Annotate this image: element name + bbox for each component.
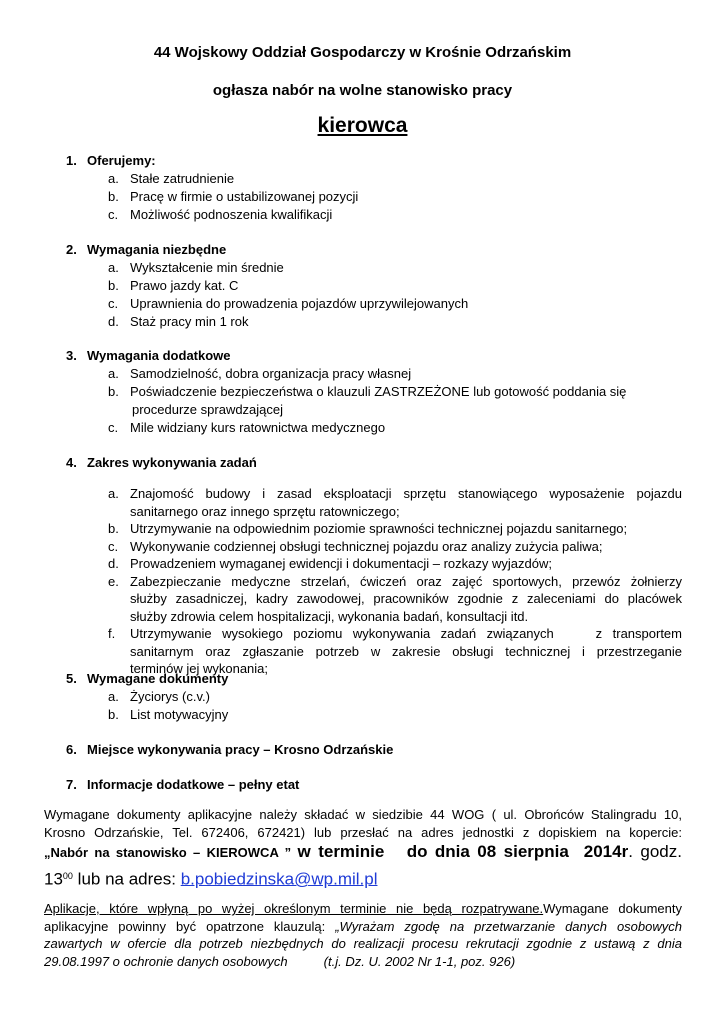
text-span: Wymagane dokumenty xyxy=(543,901,682,916)
section-documents-heading: 5. Wymagane dokumenty xyxy=(66,671,229,686)
list-item: d. Prowadzeniem wymaganej ewidencji i dokumentacji – rozkazy wyjazdów; xyxy=(108,556,552,571)
text-span: aplikacyjne powinny być opatrzone klauzulą: xyxy=(44,918,336,934)
section-requirements-heading: 2. Wymagania niezbędne xyxy=(66,242,227,257)
list-item: a. Stałe zatrudnienie xyxy=(108,171,235,186)
section-offer-heading: 1. Oferujemy: xyxy=(66,153,156,168)
list-item: c. Mile widziany kurs ratownictwa medycznego xyxy=(108,420,386,435)
list-item: f. Utrzymywanie wysokiego poziomu wykonywania zadań związanych z transportem xyxy=(108,626,682,641)
page-subtitle: ogłasza nabór na wolne stanowisko pracy xyxy=(212,82,513,99)
list-item: a. Wykształcenie min średnie xyxy=(108,260,284,275)
text-line xyxy=(44,918,682,936)
section-workplace-heading: 6. Miejsce wykonywania pracy – Krosno Odrzańskie xyxy=(66,742,394,757)
email-link[interactable]: b.pobiedzinska@wp.mil.pl xyxy=(180,869,378,889)
text-line: Wymagane dokumenty aplikacyjne należy składać w siedzibie 44 WOG ( ul. Obrońców Stalingradu 10, xyxy=(44,807,682,822)
section-duties-heading: 4. Zakres wykonywania zadań xyxy=(66,455,257,470)
email-line xyxy=(44,864,682,892)
application-paragraph xyxy=(44,806,682,892)
list-item: a. Znajomość budowy i zasad eksploatacji sprzętu stanowiącego wyposażenie pojazdu xyxy=(108,486,682,501)
list-item-continuation: sanitarnym oraz zgłaszanie potrzeb w zakresie obsługi technicznej i przestrzeganie xyxy=(130,643,682,659)
list-item-continuation: procedurze sprawdzającej xyxy=(132,402,284,417)
list-item: a. Samodzielność, dobra organizacja pracy własnej xyxy=(108,366,412,381)
list-item: c. Możliwość podnoszenia kwalifikacji xyxy=(108,207,333,222)
consent-clause-line: 29.08.1997 o ochronie danych osobowych (t.j. Dz. U. 2002 Nr 1-1, poz. 926) xyxy=(44,953,516,969)
list-item: e. Zabezpieczanie medyczne strzelań, ćwiczeń oraz zajęć sportowych, przewóz żołnierzy xyxy=(108,573,682,589)
list-item: b. Utrzymywanie na odpowiednim poziomie sprawności technicznej pojazdu sanitarnego; xyxy=(108,521,628,536)
list-item: b. Poświadczenie bezpieczeństwa o klauzuli ZASTRZEŻONE lub gotowość poddania się xyxy=(108,384,627,399)
hour-label: . godz. xyxy=(628,842,682,861)
section-additional-requirements-heading: 3. Wymagania dodatkowe xyxy=(66,348,231,363)
list-item: b. List motywacyjny xyxy=(108,707,229,722)
consent-clause-line: zawartych w ofercie dla potrzeb niezbędnych do realizacji procesu rekrutacji zgodnie z ustawą z dnia xyxy=(44,936,682,951)
text-line xyxy=(44,900,682,918)
envelope-note: „Nabór na stanowisko – KIEROWCA ” xyxy=(44,845,292,860)
hour-minutes: 00 xyxy=(62,871,73,881)
text-line: Krosno Odrzańskie, Tel. 672406, 672421) lub przesłać na adres jednostki z dopiskiem na kopercie: xyxy=(44,824,682,840)
duties-list xyxy=(108,485,682,678)
list-item: c. Wykonywanie codziennej obsługi technicznej pojazdu oraz analizy zużycia paliwa; xyxy=(108,538,603,554)
deadline: w terminie do dnia 08 sierpnia 2014r xyxy=(297,842,629,861)
deadline-line xyxy=(44,841,682,864)
hour: 13 xyxy=(44,869,63,889)
footer-paragraph xyxy=(44,900,682,970)
list-item-continuation: sanitarnego oraz innego sprzętu ratowniczego; xyxy=(130,503,400,519)
list-item-continuation: terminów jej wykonania; xyxy=(130,661,269,676)
page-title: 44 Wojskowy Oddział Gospodarczy w Krośnie Odrzańskim xyxy=(153,44,572,61)
list-item: d. Staż pracy min 1 rok xyxy=(108,314,249,329)
list-item-continuation: służby zdrowia celem hospitalizacji, wykonania badań, konsultacji itd. xyxy=(130,608,529,624)
list-item: a. Życiorys (c.v.) xyxy=(108,689,210,704)
position-title: kierowca xyxy=(317,114,408,137)
list-item: b. Pracę w firmie o ustabilizowanej pozycji xyxy=(108,189,359,204)
consent-clause: „Wyrażam zgodę na przetwarzanie danych osobowych xyxy=(335,918,682,934)
late-applications-notice: Aplikacje, które wpłyną po wyżej określonym terminie nie będą rozpatrywane. xyxy=(44,901,544,916)
email-prefix: lub na adres: xyxy=(72,869,181,889)
list-item: c. Uprawnienia do prowadzenia pojazdów uprzywilejowanych xyxy=(108,296,469,311)
list-item-continuation: służby zasadniczej, kadry zawodowej, pracowników zgodnie z zaleceniami do placówek xyxy=(130,591,682,606)
section-additional-info-heading: 7. Informacje dodatkowe – pełny etat xyxy=(66,777,300,792)
list-item: b. Prawo jazdy kat. C xyxy=(108,278,239,293)
